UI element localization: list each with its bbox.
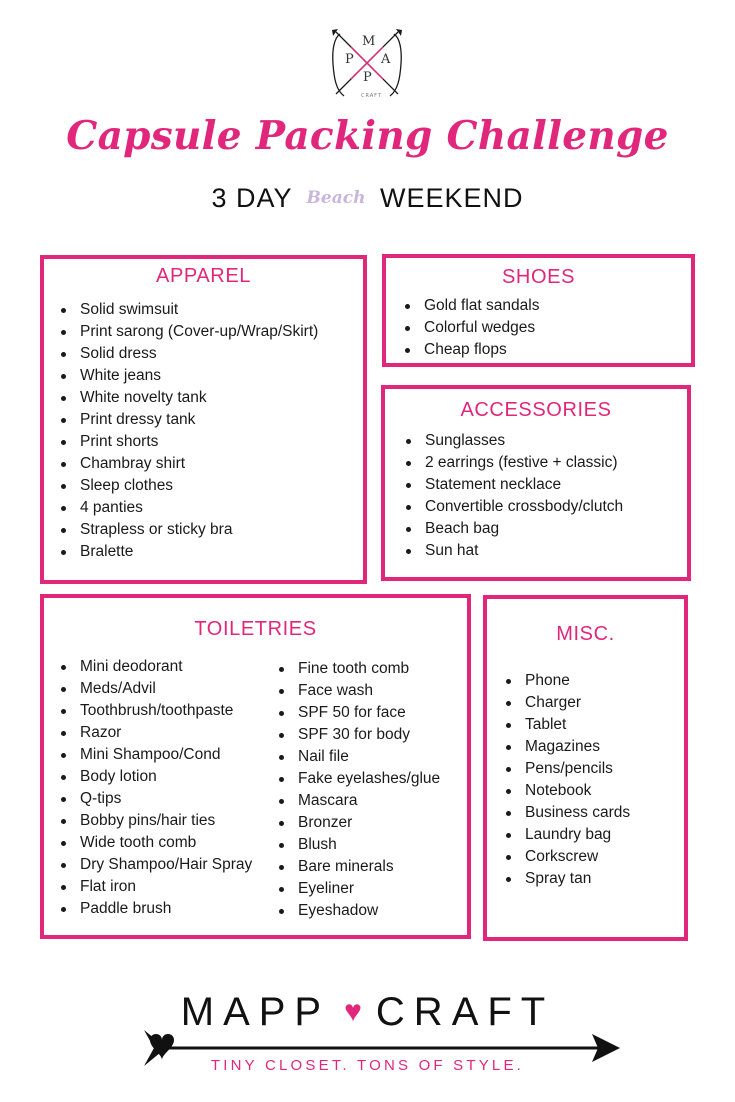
subtitle-left: 3 DAY [211,183,293,213]
list-item: Paddle brush [60,898,252,920]
list-item: Body lotion [60,766,252,788]
list-item: Business cards [505,802,630,824]
list-item: Phone [505,670,630,692]
toiletries-box [40,594,471,939]
list-item: Bralette [60,541,318,563]
list-item: Dry Shampoo/Hair Spray [60,854,252,876]
list-item: Fake eyelashes/glue [278,768,440,790]
list-item: Eyeliner [278,878,440,900]
footer-tagline: TINY CLOSET. TONS OF STYLE. [210,1057,525,1074]
heart-icon: ♥ [344,995,362,1028]
brand-right: CRAFT [375,990,555,1034]
apparel-title: APPAREL [156,265,251,287]
list-item: Sun hat [405,540,623,562]
toiletries-title: TOILETRIES [194,618,317,640]
logo-letter-a: A [381,52,391,67]
list-item: Sunglasses [405,430,623,452]
shoes-box [382,254,695,367]
list-item: Blush [278,834,440,856]
list-item: Cheap flops [404,339,539,361]
list-item: Strapless or sticky bra [60,519,318,541]
list-item: SPF 30 for body [278,724,440,746]
list-item: Colorful wedges [404,317,539,339]
list-item: Nail file [278,746,440,768]
list-item: Face wash [278,680,440,702]
list-item: Fine tooth comb [278,658,440,680]
list-item: Mascara [278,790,440,812]
list-item: Laundry bag [505,824,630,846]
list-item: Solid swimsuit [60,299,318,321]
subtitle-right: WEEKEND [379,183,524,213]
list-item: Notebook [505,780,630,802]
accessories-list [405,430,623,562]
list-item: Bare minerals [278,856,440,878]
list-item: White jeans [60,365,318,387]
list-item: Eyeshadow [278,900,440,922]
list-item: 2 earrings (festive + classic) [405,452,623,474]
list-item: Q-tips [60,788,252,810]
list-item: Bobby pins/hair ties [60,810,252,832]
accessories-box [381,385,691,581]
misc-box [483,595,688,941]
list-item: Beach bag [405,518,623,540]
list-item: Tablet [505,714,630,736]
list-item: Statement necklace [405,474,623,496]
apparel-list [60,299,318,563]
list-item: Bronzer [278,812,440,834]
page-subtitle [0,183,735,214]
list-item: White novelty tank [60,387,318,409]
list-item: Sleep clothes [60,475,318,497]
list-item: 4 panties [60,497,318,519]
list-item: Print sarong (Cover-up/Wrap/Skirt) [60,321,318,343]
list-item: Pens/pencils [505,758,630,780]
shoes-title: SHOES [501,266,576,288]
list-item: Corkscrew [505,846,630,868]
toiletries-column-1 [60,656,252,920]
list-item: Meds/Advil [60,678,252,700]
brand-left: MAPP [180,990,331,1034]
list-item: Spray tan [505,868,630,890]
accessories-title: ACCESSORIES [460,399,612,421]
list-item: Print dressy tank [60,409,318,431]
list-item: Print shorts [60,431,318,453]
misc-title: MISC. [556,623,615,645]
list-item: SPF 50 for face [278,702,440,724]
logo-small-text: CRAFT [361,93,383,99]
list-item: Convertible crossbody/clutch [405,496,623,518]
brand-logo [330,26,404,102]
list-item: Toothbrush/toothpaste [60,700,252,722]
apparel-box [40,255,367,584]
shoes-list [404,295,539,361]
list-item: Magazines [505,736,630,758]
logo-letter-p2: P [363,70,372,85]
page-title: Capsule Packing Challenge [66,113,669,159]
toiletries-column-2 [278,658,440,922]
logo-letter-m: M [362,34,376,49]
list-item: Gold flat sandals [404,295,539,317]
list-item: Solid dress [60,343,318,365]
list-item: Charger [505,692,630,714]
list-item: Wide tooth comb [60,832,252,854]
list-item: Razor [60,722,252,744]
misc-list [505,670,630,890]
logo-letter-p: P [345,52,354,67]
list-item: Flat iron [60,876,252,898]
list-item: Chambray shirt [60,453,318,475]
subtitle-accent: Beach [306,188,366,208]
list-item: Mini deodorant [60,656,252,678]
list-item: Mini Shampoo/Cond [60,744,252,766]
